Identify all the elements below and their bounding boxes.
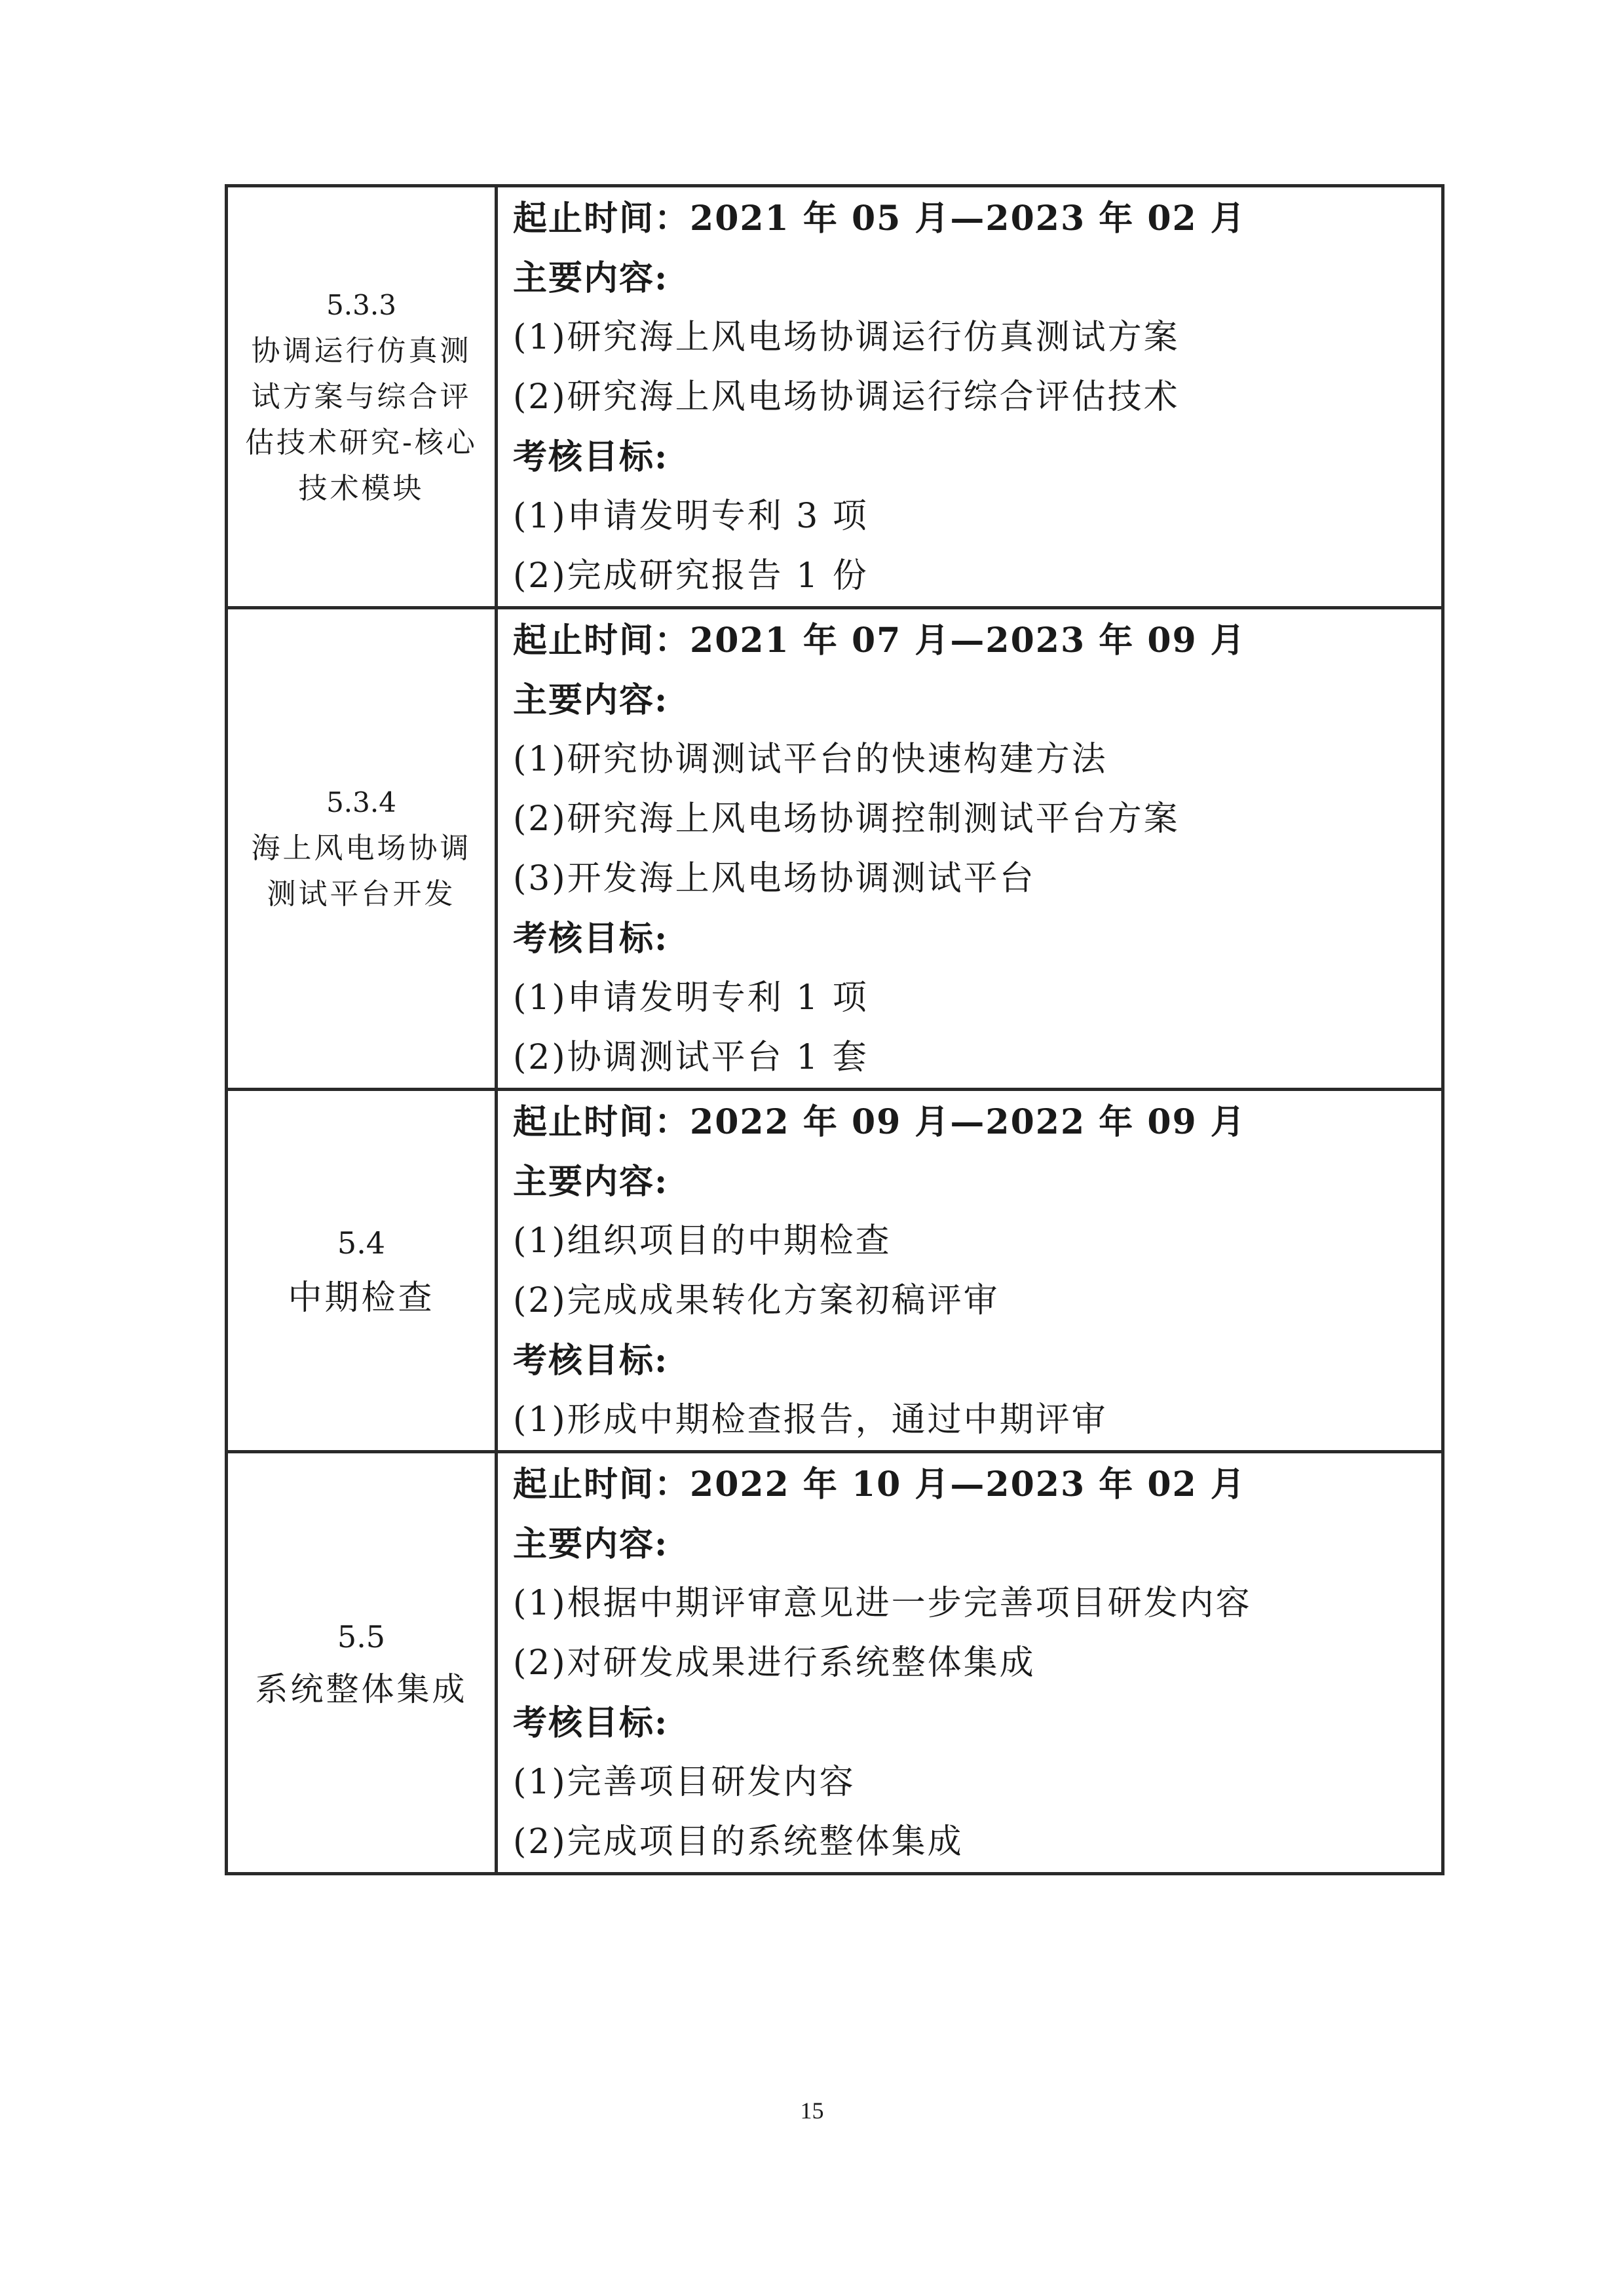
content-label: 主要内容: bbox=[513, 1524, 669, 1564]
section-title: 系统整体集成 bbox=[255, 1670, 468, 1708]
targets-label: 考核目标: bbox=[513, 1341, 669, 1381]
content-item: (1)根据中期评审意见进一步完善项目研发内容 bbox=[513, 1584, 1252, 1623]
period-label: 起止时间： bbox=[513, 1102, 690, 1142]
section-title: 海上风电场协调测试平台开发 bbox=[251, 832, 472, 911]
period-line bbox=[513, 1455, 1441, 1514]
period-value: 2022 年 10 月—2023 年 02 月 bbox=[690, 1464, 1246, 1504]
content-item: (2)研究海上风电场协调运行综合评估技术 bbox=[513, 377, 1180, 417]
target-item: (1)申请发明专利 3 项 bbox=[513, 497, 869, 536]
target-item: (2)完成研究报告 1 份 bbox=[513, 556, 869, 596]
page-number: 15 bbox=[800, 2097, 824, 2124]
content-label: 主要内容: bbox=[513, 258, 669, 298]
target-item: (1)形成中期检查报告，通过中期评审 bbox=[513, 1400, 1108, 1440]
period-value: 2022 年 09 月—2022 年 09 月 bbox=[690, 1102, 1246, 1142]
period-label: 起止时间： bbox=[513, 621, 690, 660]
section-label-cell bbox=[227, 186, 497, 608]
content-label: 主要内容: bbox=[513, 1162, 669, 1202]
schedule-table bbox=[225, 184, 1445, 1875]
period-value: 2021 年 07 月—2023 年 09 月 bbox=[690, 621, 1246, 660]
section-detail-cell bbox=[497, 186, 1443, 608]
table-row bbox=[227, 186, 1443, 608]
section-detail-cell bbox=[497, 608, 1443, 1090]
content-item: (2)对研发成果进行系统整体集成 bbox=[513, 1643, 1036, 1683]
section-number: 5.5 bbox=[337, 1618, 386, 1655]
section-detail-cell bbox=[497, 1090, 1443, 1452]
content-item: (2)研究海上风电场协调控制测试平台方案 bbox=[513, 799, 1180, 839]
target-item: (1)完善项目研发内容 bbox=[513, 1763, 856, 1802]
content-item: (3)开发海上风电场协调测试平台 bbox=[513, 859, 1036, 898]
content-item: (2)完成成果转化方案初稿评审 bbox=[513, 1281, 1000, 1320]
section-number: 5.4 bbox=[337, 1225, 386, 1261]
period-label: 起止时间： bbox=[513, 199, 690, 239]
content-label: 主要内容: bbox=[513, 680, 669, 720]
targets-label: 考核目标: bbox=[513, 1703, 669, 1743]
target-item: (2)协调测试平台 1 套 bbox=[513, 1038, 869, 1077]
section-title: 协调运行仿真测试方案与综合评估技术研究-核心技术模块 bbox=[245, 334, 478, 505]
period-label: 起止时间： bbox=[513, 1464, 690, 1504]
period-line bbox=[513, 189, 1441, 248]
period-value: 2021 年 05 月—2023 年 02 月 bbox=[690, 199, 1246, 239]
section-title: 中期检查 bbox=[288, 1278, 435, 1318]
period-line bbox=[513, 1092, 1441, 1152]
target-item: (2)完成项目的系统整体集成 bbox=[513, 1822, 964, 1862]
content-item: (1)研究协调测试平台的快速构建方法 bbox=[513, 740, 1108, 779]
section-label-cell bbox=[227, 608, 497, 1090]
section-label-cell bbox=[227, 1090, 497, 1452]
section-label-cell bbox=[227, 1452, 497, 1874]
targets-label: 考核目标: bbox=[513, 437, 669, 477]
section-number: 5.3.3 bbox=[326, 288, 396, 321]
period-line bbox=[513, 611, 1441, 670]
table-row bbox=[227, 1090, 1443, 1452]
section-number: 5.3.4 bbox=[326, 786, 396, 818]
table-row bbox=[227, 1452, 1443, 1874]
target-item: (1)申请发明专利 1 项 bbox=[513, 978, 869, 1018]
content-item: (1)研究海上风电场协调运行仿真测试方案 bbox=[513, 318, 1180, 357]
table-row bbox=[227, 608, 1443, 1090]
targets-label: 考核目标: bbox=[513, 919, 669, 959]
section-detail-cell bbox=[497, 1452, 1443, 1874]
content-item: (1)组织项目的中期检查 bbox=[513, 1221, 892, 1261]
